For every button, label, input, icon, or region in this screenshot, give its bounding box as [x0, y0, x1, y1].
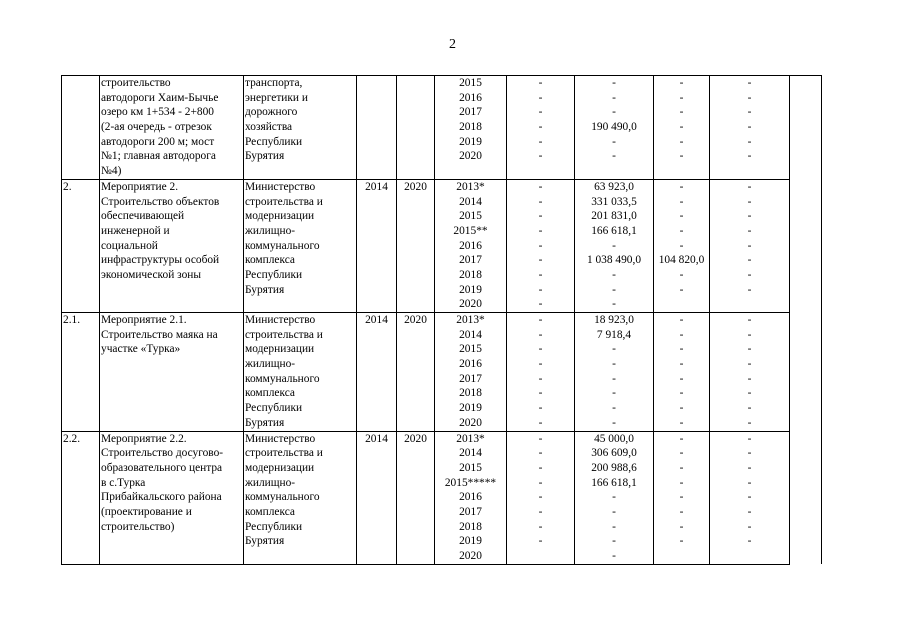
- cell-line: -: [747, 343, 752, 356]
- cell-line: [711, 297, 788, 312]
- cell-line: строительство): [101, 520, 175, 533]
- cell-line: 2015: [459, 210, 482, 223]
- cell-line: №4): [101, 165, 122, 178]
- page-number: 2: [449, 37, 456, 52]
- cell-line: -: [679, 416, 684, 429]
- cell-line: -: [612, 402, 616, 415]
- cell-line: 201 831,0: [591, 210, 637, 223]
- cell-line: -: [538, 535, 543, 548]
- cell-line: -: [538, 224, 543, 237]
- cell-line: 2014: [365, 180, 388, 193]
- start-year-cell: [357, 179, 397, 312]
- cell-line: [655, 549, 708, 564]
- cell-line: комплекса: [245, 387, 295, 400]
- cell-line: инженерной и: [101, 224, 170, 237]
- cell-line: -: [679, 77, 684, 89]
- cell-line: Бурятия: [245, 150, 285, 163]
- cell-line: 2017: [459, 254, 482, 267]
- cell-line: -: [538, 447, 543, 460]
- cell-line: -: [747, 387, 752, 400]
- cell-line: -: [612, 239, 616, 252]
- cell-line: -: [612, 91, 616, 104]
- cell-line: -: [747, 180, 752, 193]
- cell-line: социальной: [101, 239, 158, 252]
- cell-line: (2-ая очередь - отрезок: [101, 121, 212, 134]
- cell-line: -: [612, 535, 616, 548]
- cell-line: 2020: [459, 416, 482, 429]
- cell-line: -: [612, 77, 616, 89]
- cell-line: -: [612, 550, 616, 562]
- cell-line: -: [538, 283, 543, 296]
- cell-line: 306 609,0: [591, 447, 637, 460]
- activity-name-cell: [100, 76, 244, 180]
- cell-line: -: [747, 372, 752, 385]
- cell-line: 104 820,0: [658, 254, 705, 267]
- cell-line: Бурятия: [245, 283, 285, 296]
- cell-line: -: [679, 328, 684, 341]
- cell-line: -: [612, 416, 616, 429]
- activity-name-cell: [100, 313, 244, 432]
- start-year-cell: [357, 313, 397, 432]
- cell-line: -: [747, 476, 752, 489]
- cell-line: Министерство: [245, 180, 316, 193]
- activity-name-cell: [100, 179, 244, 312]
- row-number-cell: [62, 431, 100, 564]
- cell-line: дорожного: [245, 106, 298, 119]
- cell-line: -: [538, 328, 543, 341]
- start-year-cell: [357, 76, 397, 180]
- cell-line: Министерство: [245, 432, 316, 445]
- cell-line: 2020: [404, 432, 427, 445]
- cell-line: Мероприятие 2.2.: [101, 432, 187, 445]
- executor-cell: [244, 179, 357, 312]
- cell-line: -: [679, 476, 684, 489]
- funding-column-a-cell: [507, 179, 575, 312]
- cell-line: модернизации: [245, 210, 315, 223]
- cell-line: -: [679, 283, 684, 296]
- cell-line: строительство: [101, 77, 171, 89]
- cell-line: -: [679, 372, 684, 385]
- cell-line: -: [538, 268, 543, 281]
- cell-line: -: [612, 343, 616, 356]
- cell-line: -: [538, 106, 543, 119]
- cell-line: -: [538, 314, 543, 326]
- cell-line: комплекса: [245, 505, 295, 518]
- cell-line: -: [612, 505, 616, 518]
- cell-line: Мероприятие 2.1.: [101, 314, 187, 326]
- cell-line: -: [747, 224, 752, 237]
- cell-line: 2.1.: [63, 314, 81, 326]
- cell-line: Строительство маяка на: [101, 328, 218, 341]
- cell-line: автодороги Хаим-Бычье: [101, 91, 219, 104]
- cell-line: -: [538, 476, 543, 489]
- cell-line: жилищно-: [245, 476, 296, 489]
- cell-line: озеро км 1+534 - 2+800: [101, 106, 214, 119]
- year-list-cell: [435, 431, 507, 564]
- cell-line: 63 923,0: [594, 180, 634, 193]
- cell-line: [711, 549, 788, 564]
- cell-line: модернизации: [245, 343, 315, 356]
- cell-line: -: [612, 150, 616, 163]
- activity-name-cell: [100, 431, 244, 564]
- cell-line: 2013*: [456, 314, 485, 326]
- funding-column-d-cell: [710, 76, 790, 180]
- cell-line: -: [612, 298, 616, 311]
- cell-line: -: [747, 358, 752, 371]
- cell-line: Строительство объектов: [101, 195, 220, 208]
- funding-column-a-cell: [507, 313, 575, 432]
- cell-line: -: [679, 268, 684, 281]
- cell-line: -: [612, 387, 616, 400]
- cell-line: -: [747, 150, 752, 163]
- cell-line: -: [538, 416, 543, 429]
- cell-line: 2017: [459, 372, 482, 385]
- cell-line: 190 490,0: [591, 121, 637, 134]
- cell-line: -: [538, 210, 543, 223]
- cell-line: 18 923,0: [594, 314, 634, 326]
- cell-line: -: [747, 239, 752, 252]
- cell-line: -: [679, 535, 684, 548]
- cell-line: -: [679, 224, 684, 237]
- cell-line: жилищно-: [245, 358, 296, 371]
- row-number-cell: [62, 313, 100, 432]
- cell-line: 2015: [459, 461, 482, 474]
- cell-line: -: [612, 372, 616, 385]
- cell-line: 2017: [459, 106, 482, 119]
- funding-column-b-cell: [575, 431, 654, 564]
- cell-line: 2018: [459, 268, 482, 281]
- cell-line: 166 618,1: [591, 476, 637, 489]
- cell-line: -: [538, 239, 543, 252]
- cell-line: Республики: [245, 402, 303, 415]
- funding-column-b-cell: [575, 313, 654, 432]
- cell-line: Прибайкальского района: [101, 491, 222, 504]
- cell-line: 2.2.: [63, 432, 81, 445]
- cell-line: -: [747, 491, 752, 504]
- table-row: [62, 179, 822, 312]
- cell-line: строительства и: [245, 447, 323, 460]
- cell-line: 45 000,0: [594, 432, 634, 445]
- cell-line: -: [747, 135, 752, 148]
- cell-line: 2014: [459, 195, 482, 208]
- cell-line: коммунального: [245, 372, 320, 385]
- cell-line: -: [538, 461, 543, 474]
- cell-line: -: [538, 91, 543, 104]
- cell-line: 2020: [404, 180, 427, 193]
- cell-line: -: [679, 461, 684, 474]
- cell-line: -: [538, 180, 543, 193]
- cell-line: 2015: [459, 343, 482, 356]
- executor-cell: [244, 431, 357, 564]
- cell-line: [398, 76, 433, 91]
- cell-line: 2015: [459, 77, 482, 89]
- end-year-cell: [397, 431, 435, 564]
- cell-line: -: [538, 254, 543, 267]
- cell-line: -: [747, 505, 752, 518]
- cell-line: [508, 549, 573, 564]
- cell-line: -: [747, 416, 752, 429]
- cell-line: -: [679, 491, 684, 504]
- cell-line: энергетики и: [245, 91, 308, 104]
- program-table: [61, 75, 822, 565]
- cell-line: -: [747, 461, 752, 474]
- cell-line: 2016: [459, 358, 482, 371]
- cell-line: хозяйства: [245, 121, 293, 134]
- funding-column-b-cell: [575, 179, 654, 312]
- cell-line: обеспечивающей: [101, 210, 185, 223]
- cell-line: №1; главная автодорога: [101, 150, 216, 163]
- cell-line: 2019: [459, 535, 482, 548]
- cell-line: 2015**: [453, 224, 488, 237]
- cell-line: модернизации: [245, 461, 315, 474]
- funding-column-c-cell: [654, 76, 710, 180]
- cell-line: -: [538, 387, 543, 400]
- cell-line: Министерство: [245, 314, 316, 326]
- cell-line: -: [747, 77, 752, 89]
- cell-line: -: [538, 372, 543, 385]
- table-row: [62, 431, 822, 564]
- cell-line: Строительство досугово-: [101, 447, 224, 460]
- cell-line: -: [612, 283, 616, 296]
- cell-line: -: [538, 402, 543, 415]
- cell-line: -: [538, 343, 543, 356]
- cell-line: -: [747, 210, 752, 223]
- cell-line: Бурятия: [245, 535, 285, 548]
- cell-line: -: [747, 520, 752, 533]
- cell-line: 2.: [63, 180, 72, 193]
- table-row: [62, 313, 822, 432]
- cell-line: -: [679, 343, 684, 356]
- cell-line: -: [612, 491, 616, 504]
- cell-line: [63, 76, 98, 91]
- cell-line: -: [679, 520, 684, 533]
- cell-line: 2020: [459, 550, 482, 562]
- cell-line: строительства и: [245, 328, 323, 341]
- cell-line: 2014: [365, 314, 388, 326]
- cell-line: -: [679, 210, 684, 223]
- cell-line: -: [747, 106, 752, 119]
- cell-line: -: [747, 314, 752, 326]
- cell-line: -: [612, 135, 616, 148]
- cell-line: -: [747, 121, 752, 134]
- table-row: [62, 76, 822, 180]
- cell-line: 2020: [459, 150, 482, 163]
- cell-line: -: [747, 283, 752, 296]
- cell-line: 2016: [459, 91, 482, 104]
- cell-line: автодороги 200 м; мост: [101, 135, 215, 148]
- funding-column-c-cell: [654, 179, 710, 312]
- cell-line: [655, 297, 708, 312]
- cell-line: 2017: [459, 505, 482, 518]
- cell-line: -: [612, 106, 616, 119]
- cell-line: -: [612, 358, 616, 371]
- year-list-cell: [435, 313, 507, 432]
- cell-line: 2014: [459, 328, 482, 341]
- cell-line: -: [679, 314, 684, 326]
- cell-line: -: [747, 447, 752, 460]
- cell-line: -: [538, 358, 543, 371]
- row-number-cell: [62, 179, 100, 312]
- cell-line: -: [679, 447, 684, 460]
- cell-line: -: [538, 77, 543, 89]
- cell-line: -: [747, 535, 752, 548]
- cell-line: участке «Турка»: [101, 343, 181, 356]
- cell-line: -: [747, 402, 752, 415]
- cell-line: 2019: [459, 283, 482, 296]
- cell-line: 2014: [459, 447, 482, 460]
- cell-line: [358, 76, 395, 91]
- funding-column-c-cell: [654, 431, 710, 564]
- cell-line: 200 988,6: [591, 461, 637, 474]
- cell-line: -: [747, 254, 752, 267]
- cell-line: -: [679, 180, 684, 193]
- cell-line: -: [747, 195, 752, 208]
- cell-line: в с.Турка: [101, 476, 146, 489]
- cell-line: инфраструктуры особой: [101, 254, 220, 267]
- funding-column-d-cell: [710, 431, 790, 564]
- cell-line: -: [679, 358, 684, 371]
- cell-line: 2018: [459, 387, 482, 400]
- funding-column-a-cell: [507, 76, 575, 180]
- cell-line: коммунального: [245, 491, 320, 504]
- cell-line: 2020: [404, 314, 427, 326]
- cell-line: образовательного центра: [101, 461, 223, 474]
- year-list-cell: [435, 179, 507, 312]
- cell-line: 7 918,4: [596, 328, 632, 341]
- cell-line: коммунального: [245, 239, 320, 252]
- cell-line: -: [612, 268, 616, 281]
- end-year-cell: [397, 179, 435, 312]
- empty-column-cell: [790, 76, 822, 565]
- cell-line: -: [747, 328, 752, 341]
- cell-line: 2016: [459, 239, 482, 252]
- cell-line: 2016: [459, 491, 482, 504]
- cell-line: -: [679, 432, 684, 445]
- cell-line: Республики: [245, 520, 303, 533]
- cell-line: -: [538, 491, 543, 504]
- cell-line: Бурятия: [245, 416, 285, 429]
- cell-line: 2020: [459, 298, 482, 311]
- cell-line: жилищно-: [245, 224, 296, 237]
- cell-line: -: [679, 402, 684, 415]
- cell-line: -: [538, 150, 543, 163]
- cell-line: -: [679, 91, 684, 104]
- cell-line: 166 618,1: [591, 224, 637, 237]
- year-list-cell: [435, 76, 507, 180]
- funding-column-c-cell: [654, 313, 710, 432]
- cell-line: -: [538, 121, 543, 134]
- cell-line: -: [679, 121, 684, 134]
- cell-line: -: [538, 505, 543, 518]
- end-year-cell: [397, 76, 435, 180]
- funding-column-b-cell: [575, 76, 654, 180]
- cell-line: -: [538, 195, 543, 208]
- executor-cell: [244, 313, 357, 432]
- cell-line: -: [747, 268, 752, 281]
- cell-line: -: [538, 135, 543, 148]
- cell-line: -: [538, 432, 543, 445]
- cell-line: -: [679, 505, 684, 518]
- executor-cell: [244, 76, 357, 180]
- cell-line: -: [612, 520, 616, 533]
- funding-column-d-cell: [710, 313, 790, 432]
- cell-line: комплекса: [245, 254, 295, 267]
- cell-line: экономической зоны: [101, 268, 202, 281]
- cell-line: Республики: [245, 268, 303, 281]
- cell-line: -: [679, 239, 684, 252]
- cell-line: 2018: [459, 520, 482, 533]
- funding-column-a-cell: [507, 431, 575, 564]
- cell-line: -: [679, 195, 684, 208]
- cell-line: -: [679, 150, 684, 163]
- cell-line: Мероприятие 2.: [101, 180, 179, 193]
- cell-line: 331 033,5: [591, 195, 637, 208]
- cell-line: 2013*: [456, 432, 485, 445]
- cell-line: 2014: [365, 432, 388, 445]
- cell-line: 2015*****: [444, 476, 497, 489]
- cell-line: -: [747, 91, 752, 104]
- cell-line: -: [679, 106, 684, 119]
- cell-line: 2019: [459, 402, 482, 415]
- cell-line: 1 038 490,0: [586, 254, 642, 267]
- row-number-cell: [62, 76, 100, 180]
- cell-line: строительства и: [245, 195, 323, 208]
- funding-column-d-cell: [710, 179, 790, 312]
- cell-line: -: [747, 432, 752, 445]
- cell-line: -: [538, 298, 543, 311]
- cell-line: -: [538, 520, 543, 533]
- cell-line: транспорта,: [245, 77, 303, 89]
- cell-line: 2013*: [456, 180, 485, 193]
- end-year-cell: [397, 313, 435, 432]
- cell-line: (проектирование и: [101, 505, 192, 518]
- cell-line: -: [679, 387, 684, 400]
- cell-line: 2018: [459, 121, 482, 134]
- cell-line: 2019: [459, 135, 482, 148]
- cell-line: -: [679, 135, 684, 148]
- start-year-cell: [357, 431, 397, 564]
- cell-line: Республики: [245, 135, 303, 148]
